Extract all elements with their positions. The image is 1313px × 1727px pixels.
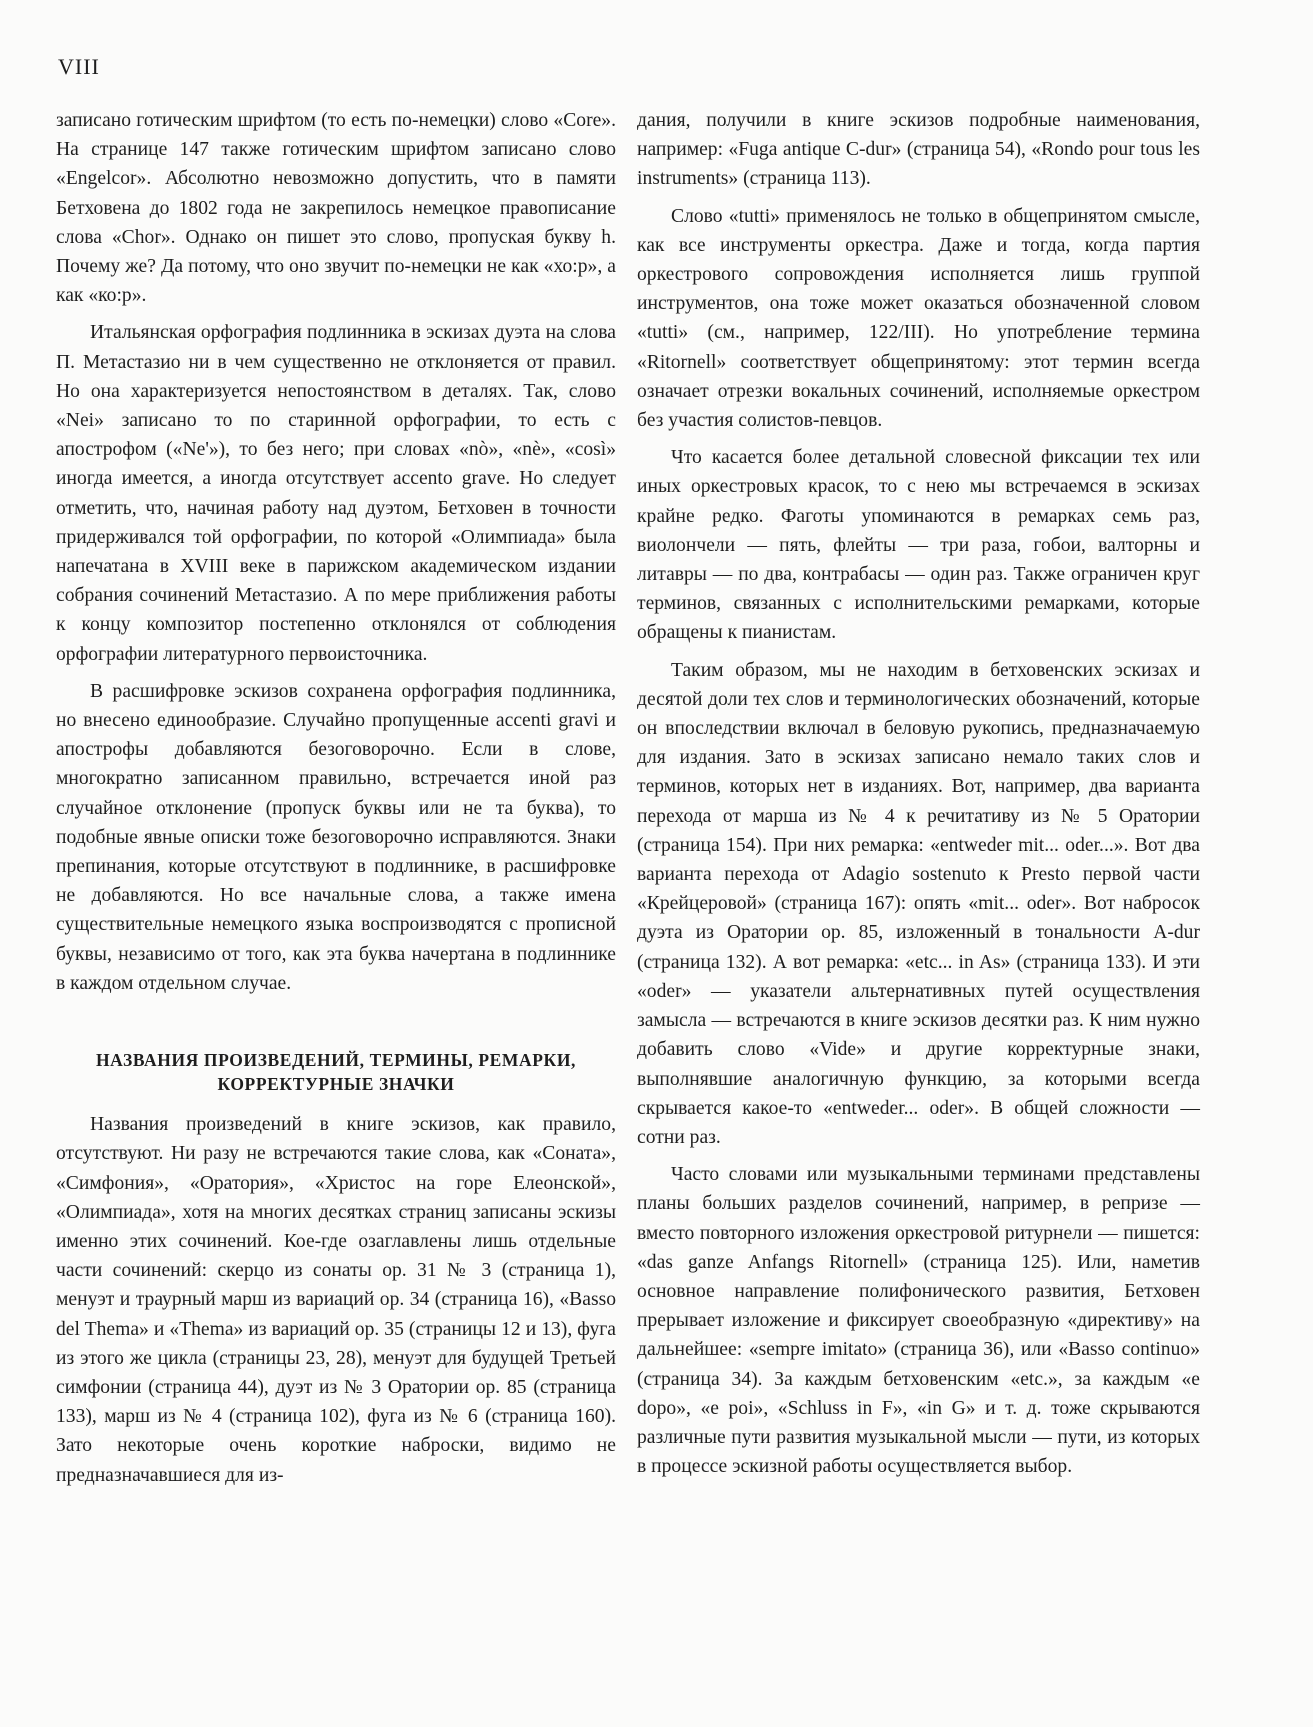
paragraph: В расшифровке эскизов сохранена орфография подлинника, но внесено единообразие. Случайно пропущенные accenti gravi и апострофы добавляются безоговорочно. Если в слове, многократно записанном правильно, встречается иной раз случайное отклонение (пропуск буквы или не та буква), то подобные явные описки тоже безоговорочно исправляются. Знаки препинания, которые отсутствуют в подлиннике, в расшифровке не добавляются. Но все начальные слова, а также имена существительные немецкого языка воспроизводятся с прописной буквы, независимо от того, как эта буква начертана в подлиннике в каждом отдельном случае. — [56, 680, 616, 994]
paragraph: Слово «tutti» применялось не только в общепринятом смысле, как все инструменты оркестра. Даже и тогда, когда партия оркестрового сопровождения исполняется лишь группой инструментов, она тоже может оказаться обозначенной словом «tutti» (см., например, 122/III). Но употребление термина «Ritornell» соответствует общепринятому: этот термин всегда означает отрезки вокальных сочинений, исполняемые оркестром без участия солистов-певцов. — [637, 205, 1200, 432]
paragraph: дания, получили в книге эскизов подробные наименования, например: «Fuga antique C-dur» (страница 54), «Rondo pour tous les instruments» (страница 113). — [637, 110, 1200, 190]
section-heading — [56, 1048, 616, 1096]
paragraph: Итальянская орфография подлинника в эскизах дуэта на слова П. Метастазио ни в чем существенно не отклоняется от правил. Но она характеризуется непостоянством в деталях. Так, слово «Nei» записано то по старинной орфографии, то есть с апострофом («Ne'»), то без него; при словах «nò», «nè», «così» иногда имеется, а иногда отсутствует accento grave. Но следует отметить, что, начиная работу над дуэтом, Бетховен в точности придерживался той орфографии, по которой «Олимпиада» была напечатана в XVIII веке в парижском академическом издании собрания сочинений Метастазио. А по мере приближения работы к концу композитор постепенно отклонялся от соблюдения орфографии литературного первоисточника. — [56, 322, 616, 665]
paragraph: записано готическим шрифтом (то есть по-немецки) слово «Core». На странице 147 также готическим шрифтом записано слово «Engelcor». Абсолютно невозможно допустить, что в памяти Бетховена до 1802 года не закрепилось немецкое правописание слова «Chor». Однако он пишет это слово, пропуская букву h. Почему же? Да потому, что оно звучит по-немецки не как «хо:р», а как «ко:р». — [56, 110, 616, 307]
paragraph: Часто словами или музыкальными терминами представлены планы больших разделов сочинений, например, в репризе — вместо повторного изложения оркестровой ритурнели — пишется: «das ganze Anfangs Ritornell» (страница 125). Или, наметив основное направление полифонического развития, Бетховен прерывает изложение и фиксирует своеобразную «директиву» на дальнейшее: «sempre imitato» (страница 36), или «Basso continuo» (страница 34). За каждым бетховенским «etc.», за каждым «e dopo», «e poi», «Schluss in F», «in G» и т. д. тоже скрываются различные пути развития музыкальной мысли — пути, из которых в процессе эскизной работы осуществляется выбор. — [637, 1164, 1200, 1478]
paragraph: Что касается более детальной словесной фиксации тех или иных оркестровых красок, то с нею мы встречаемся в эскизах крайне редко. Фаготы упоминаются в ремарках семь раз, виолончели — пять, флейты — три раза, гобои, валторны и литавры — по два, контрабасы — один раз. Также ограничен круг терминов, связанных с исполнительскими ремарками, которые обращены к пианистам. — [637, 447, 1200, 644]
paragraph: Таким образом, мы не находим в бетховенских эскизах и десятой доли тех слов и терминологических обозначений, которые он впоследствии включал в беловую рукопись, предназначаемую для издания. Зато в эскизах записано немало таких слов и терминов, которых нет в изданиях. Вот, например, два варианта перехода от марша из № 4 к речитативу из № 5 Оратории (страница 154). При них ремарка: «entweder mit... oder...». Вот два варианта перехода от Adagio sostenuto к Presto первой части «Крейцеровой» (страница 167): опять «mit... oder». Вот набросок дуэта из Оратории ор. 85, изложенный в тональности A-dur (страница 132). А вот ремарка: «etc... in As» (страница 133). И эти «oder» — указатели альтернативных путей осуществления замысла — встречаются в книге эскизов десятки раз. К ним нужно добавить слово «Vide» и другие корректурные знаки, выполнявшие аналогичную функцию, за которыми всегда скрывается какое-то «entweder... oder». В общей сложности — сотни раз. — [637, 659, 1200, 1148]
section-heading-line-2: КОРРЕКТУРНЫЕ ЗНАЧКИ — [217, 1074, 455, 1095]
left-column — [56, 106, 616, 1498]
right-column — [637, 106, 1200, 1489]
page-number: VIII — [58, 54, 100, 79]
section-heading-line-1: НАЗВАНИЯ ПРОИЗВЕДЕНИЙ, ТЕРМИНЫ, РЕМАРКИ, — [95, 1050, 577, 1071]
paragraph: Названия произведений в книге эскизов, как правило, отсутствуют. Ни разу не встречаются такие слова, как «Соната», «Симфония», «Оратория», «Христос на горе Елеонской», «Олимпиада», хотя на многих десятках страниц записаны эскизы именно этих сочинений. Кое-где озаглавлены лишь отдельные части сочинений: скерцо из сонаты ор. 31 № 3 (страница 1), менуэт и траурный марш из вариаций ор. 34 (страница 16), «Basso del Thema» и «Thema» из вариаций ор. 35 (страницы 12 и 13), фуга из этого же цикла (страницы 23, 28), менуэт для будущей Третьей симфонии (страница 44), дуэт из № 3 Оратории ор. 85 (страница 133), марш из № 4 (страница 102), фуга из № 6 (страница 160). Зато некоторые очень короткие наброски, видимо не предназначавшиеся для из- — [56, 1114, 616, 1486]
